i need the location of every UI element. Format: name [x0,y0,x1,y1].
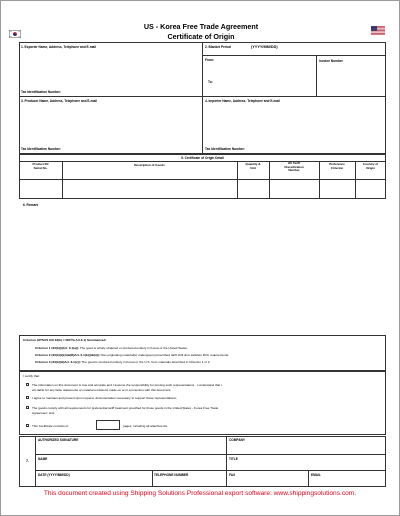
detail-row[interactable] [20,180,385,198]
importer-label: 4. Importer Name, Address, Telephone and E-mail [205,99,280,103]
page-count-field[interactable] [96,420,120,430]
blanket-period-label: 2. Blanket Period [205,45,231,49]
col-preference: Preference Criterion [329,162,345,170]
blanket-to-label: To: [208,80,213,84]
exporter-label: 1. Exporter Name, Address, Telephone and E-mail [21,45,97,49]
producer-tax-label: Tax Identification Number: [21,147,61,151]
email-field[interactable] [310,477,384,486]
telephone-field[interactable] [154,477,224,486]
certify-statement-1a: The information on this document is true and accurate and I assume the responsibility for proving such representations . I understand that I [32,383,222,387]
producer-label: 3. Producer Name, Address, Telephone and E-mail [21,99,97,103]
telephone-label: TELEPHONE NUMBER [154,473,189,477]
fax-label: FAX [229,473,236,477]
certify-statement-1b: am liable for any false statements or material omissions made on or in connection with this document; [32,388,172,392]
col-description: Description of Goods [134,163,165,167]
name-field[interactable] [37,461,224,469]
authorized-signature-field[interactable] [37,443,224,453]
remark-field[interactable] [21,208,385,333]
certify-statement-2: I agree to maintain and present upon request, documentation necessary to support these representations; [32,396,177,400]
importer-field[interactable] [205,104,383,144]
form-subtitle: Certificate of Origin [167,32,235,41]
origin-detail-title: 5. Certificate of Origin Detail [181,156,224,160]
exporter-tax-label: Tax Identification Number: [21,90,61,94]
col-quantity: Quantity & Unit [245,162,261,170]
remark-label: 6. Remark [23,203,39,207]
company-label: COMPANY [229,438,246,442]
signature-section-number: 7. [26,459,29,463]
certify-statement-4b: pages, including all attachments. [123,424,168,428]
date-field[interactable] [37,477,150,486]
certify-statement-3b: Agreement; and. [32,411,55,415]
exporter-field[interactable] [21,50,199,90]
certification-section [19,371,386,435]
certify-checkbox-3[interactable] [26,406,29,409]
producer-field[interactable] [21,104,199,144]
blanket-period-format: (YYYY/MM/DD) [251,45,278,49]
certify-intro: I certify that: [23,374,40,378]
criterion-3: Criterion 3 (33(b)(iii)Art. 6.1(c)): The good is produced entirely in Korea or the U.S. from materials described in Criterion 1 or 2. [35,360,211,364]
title-label: TITLE [229,457,238,461]
fax-field[interactable] [228,477,306,486]
certify-statement-3a: The goods comply with all requirements for preferential tariff treatment specified for those goods in the United States - Korea Free Trade [32,406,219,410]
col-hs-tariff: HS Tariff Classification Number [284,161,304,173]
invoice-number-label: Invoice Number [319,59,343,63]
criterion-2: Criterion 2 (33(b)(ii)(A)&(B)Art. 6.1(b)(i)&(ii)): Non-originating material(s) undergo(es) prescribed tariff shift &/or satisfies RVC requirements. [35,353,230,357]
certify-checkbox-1[interactable] [26,383,29,386]
email-label: EMAIL [311,473,321,477]
importer-tax-label: Tax Identification Number: [205,147,245,151]
form-title: US - Korea Free Trade Agreement [143,22,259,31]
col-country: Country of Origin [362,162,379,170]
blanket-from-field[interactable] [219,57,313,67]
certify-statement-4a: This Certificate consists of [32,424,69,428]
invoice-number-field[interactable] [319,65,383,90]
certify-checkbox-4[interactable] [26,424,29,427]
authorized-signature-label: AUTHORIZED SIGNATURE [38,438,79,442]
col-product-id: Product ID/ Serial No. [32,162,49,170]
footer-note: This document created using Shipping Solutions Professional export software: www.shippingsolutions.com. [43,490,357,497]
name-label: NAME [38,457,48,461]
title-field[interactable] [228,461,384,469]
date-label: DATE (YYYY/MM/DD) [38,473,70,477]
blanket-from-label: From: [205,58,215,62]
criterion-title: Criterion (HTSUS GN 33(b) / UKFTA Art.6.1) Summarized: [23,338,107,342]
criterion-1: Criterion 1 (33(b)(i)Art. 6.1(a)): The good is wholly obtained or produced entirely in Korea or the United States. [35,346,188,350]
certify-checkbox-2[interactable] [26,396,29,399]
company-field[interactable] [228,443,384,453]
blanket-to-field[interactable] [219,78,313,88]
